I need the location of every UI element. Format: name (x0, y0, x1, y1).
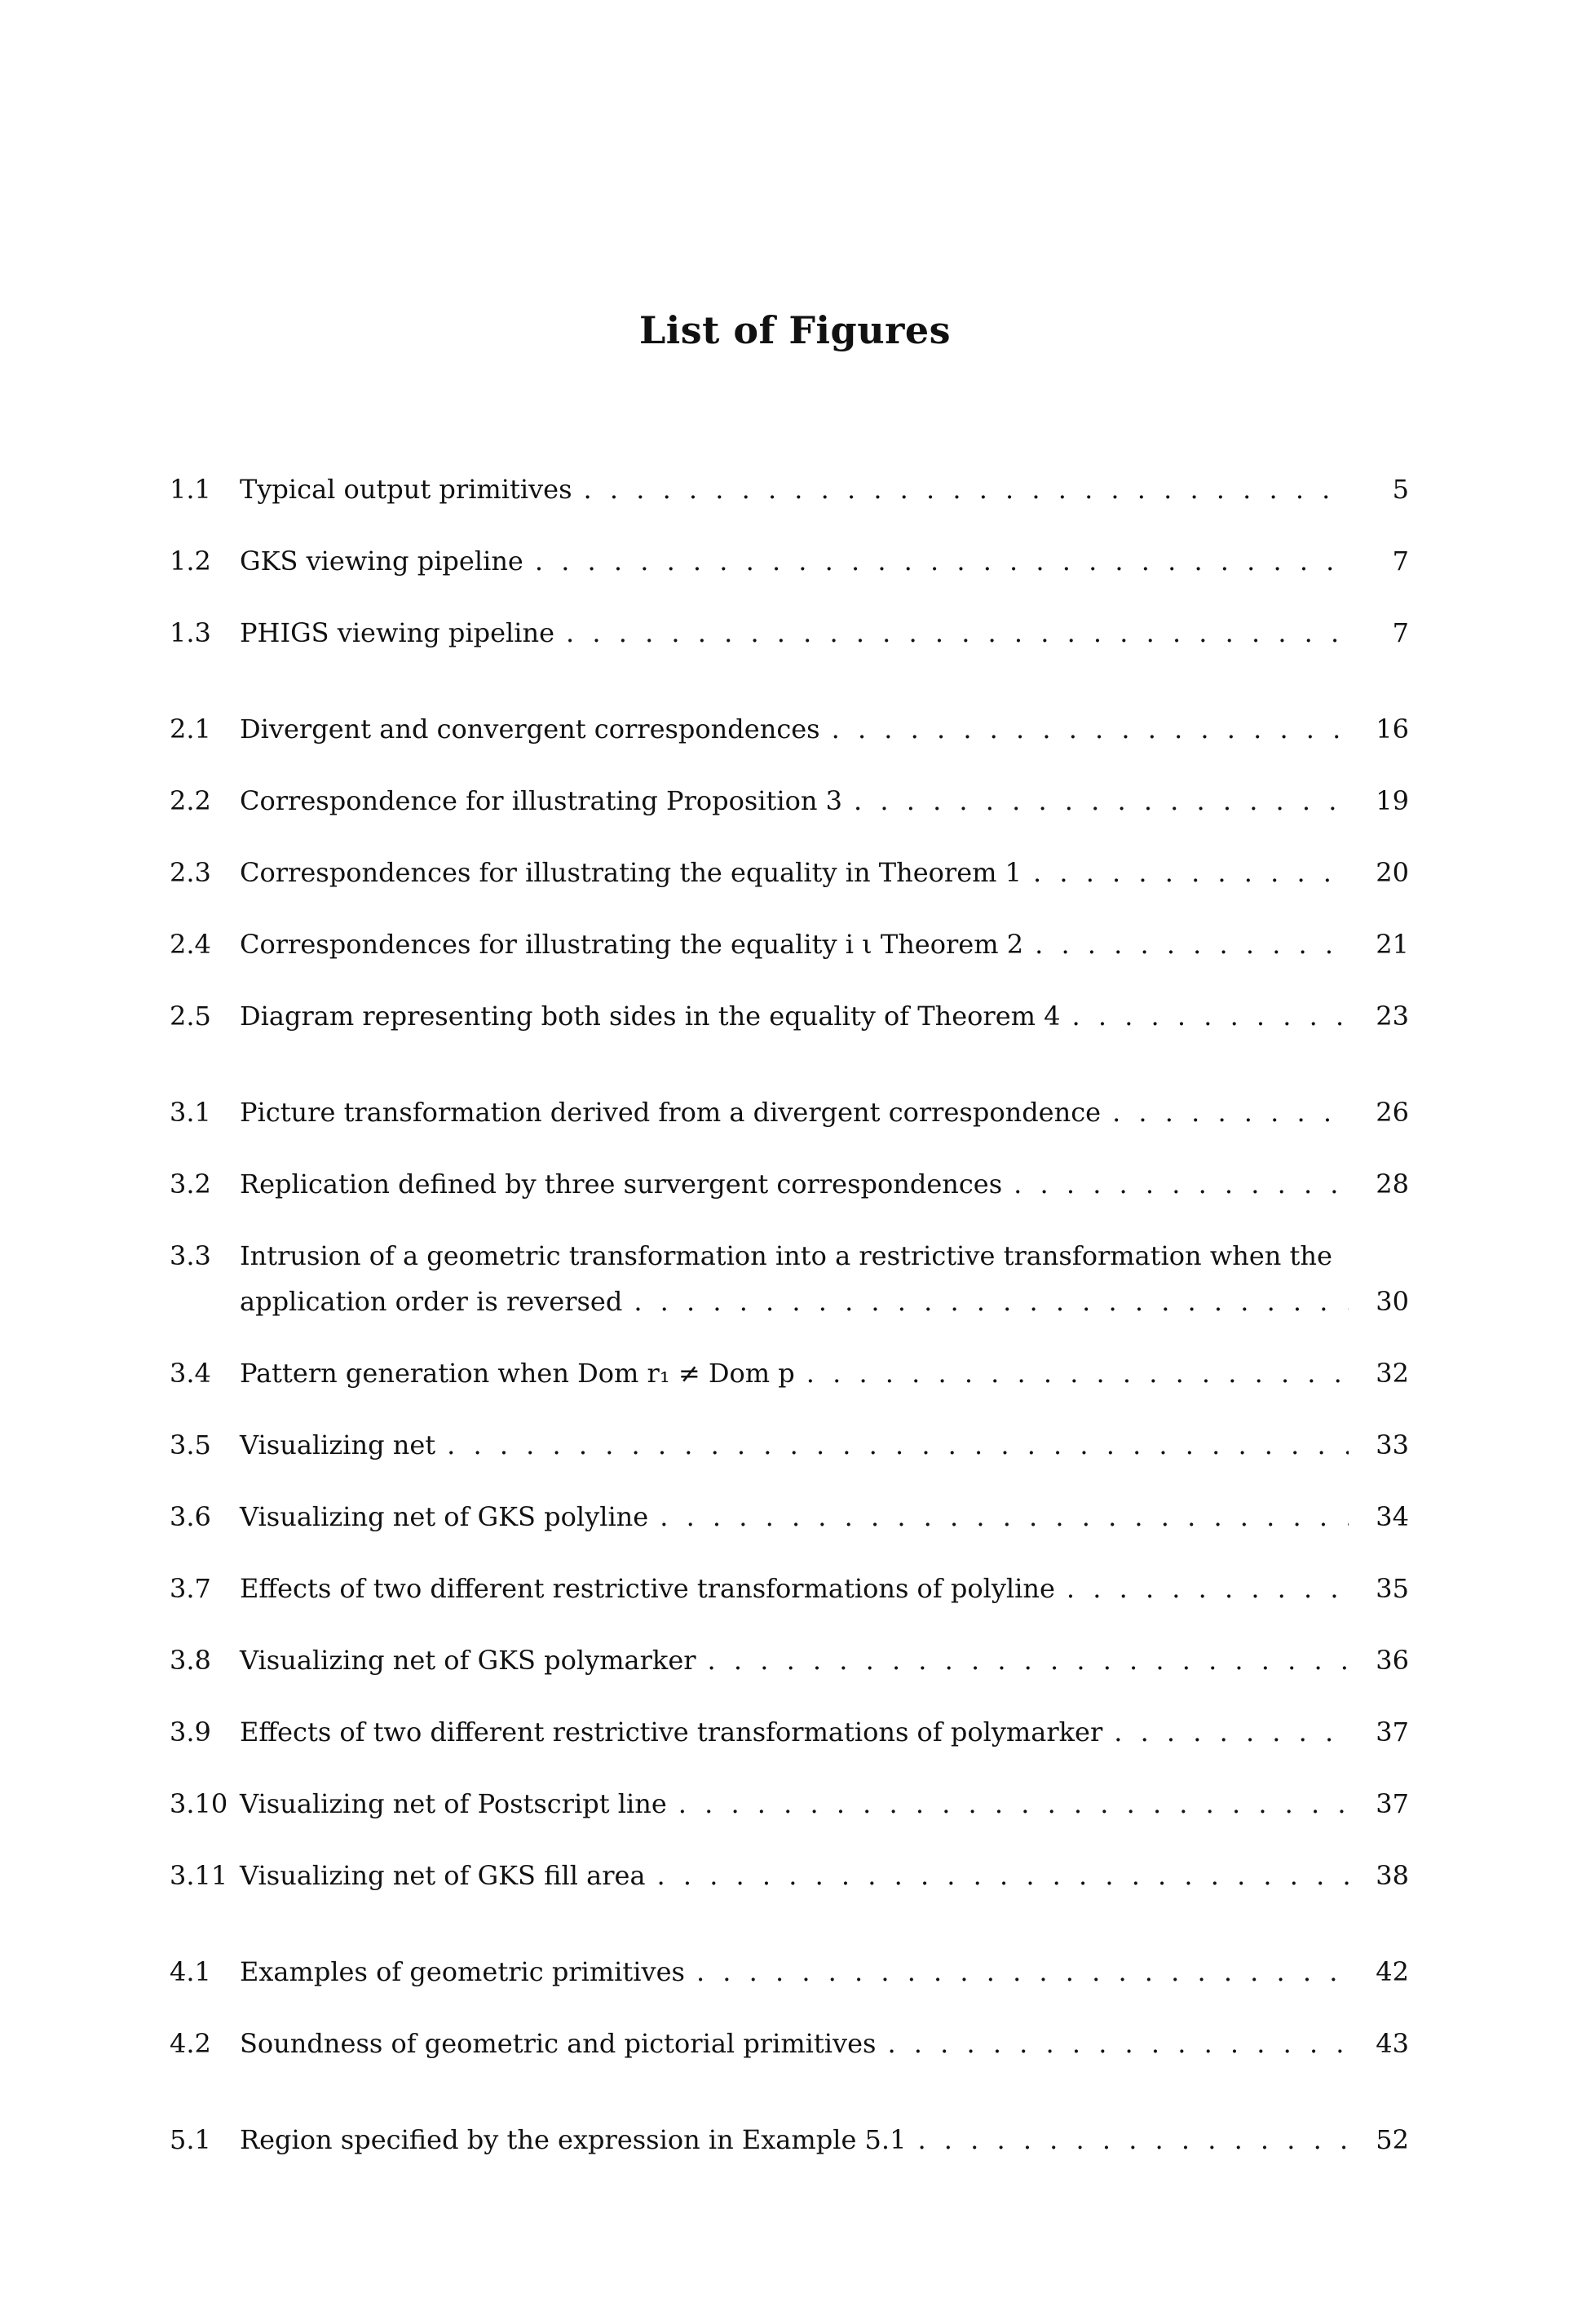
list-item[interactable] (170, 1429, 1409, 1461)
page-number: 23 (1376, 1001, 1409, 1032)
list-item[interactable] (170, 1716, 1409, 1748)
dot-leader (832, 713, 1349, 745)
list-item[interactable] (170, 2123, 1409, 2156)
figure-number: 2.3 (170, 857, 211, 888)
figure-number: 1.2 (170, 546, 211, 577)
page-number: 42 (1376, 1956, 1409, 1987)
dot-leader (696, 1955, 1349, 1988)
figure-number: 3.4 (170, 1358, 211, 1389)
dot-leader (887, 2027, 1349, 2060)
figure-number: 2.4 (170, 929, 211, 960)
figure-title: Correspondences for illustrating the equality i ι Theorem 2 (240, 929, 1024, 960)
dot-leader (1014, 1168, 1349, 1200)
figure-title: Visualizing net of GKS polyline (240, 1501, 649, 1532)
dot-leader (917, 2123, 1349, 2156)
figure-title: Effects of two different restrictive transformations of polyline (240, 1573, 1055, 1604)
list-item[interactable] (170, 1859, 1409, 1892)
figure-number: 2.2 (170, 785, 211, 816)
page-number: 32 (1376, 1358, 1409, 1389)
figure-number: 3.10 (170, 1788, 228, 1819)
figure-title: Pattern generation when Dom r₁ ≠ Dom p (240, 1358, 795, 1389)
list-item[interactable] (170, 1955, 1409, 1988)
dot-leader (566, 616, 1349, 649)
dot-leader (708, 1644, 1349, 1677)
list-item[interactable] (170, 856, 1409, 889)
figure-number: 3.2 (170, 1169, 211, 1200)
dot-leader (1112, 1096, 1349, 1129)
figure-title: Effects of two different restrictive transformations of polymarker (240, 1716, 1103, 1747)
page-number: 20 (1376, 857, 1409, 888)
dot-leader (1033, 856, 1349, 889)
figure-number: 2.5 (170, 1001, 211, 1032)
list-item[interactable] (170, 2027, 1409, 2060)
list-item[interactable] (170, 1239, 1409, 1318)
dot-leader (447, 1429, 1349, 1461)
page-number: 21 (1376, 929, 1409, 960)
dot-leader (660, 1500, 1349, 1533)
figure-number: 3.6 (170, 1501, 211, 1532)
figure-title: Replication defined by three survergent correspondences (240, 1169, 1003, 1200)
page-number: 34 (1376, 1501, 1409, 1532)
figure-title: GKS viewing pipeline (240, 546, 523, 577)
dot-leader (657, 1859, 1349, 1892)
figure-title: Examples of geometric primitives (240, 1956, 685, 1987)
page-number: 26 (1376, 1097, 1409, 1128)
figure-title: Visualizing net (240, 1429, 436, 1460)
page-number: 35 (1376, 1573, 1409, 1604)
figure-title: Divergent and convergent correspondences (240, 714, 820, 744)
figure-number: 1.3 (170, 617, 211, 648)
list-item[interactable] (170, 1168, 1409, 1200)
page-number: 37 (1376, 1788, 1409, 1819)
figure-number: 2.1 (170, 714, 211, 744)
figure-title: Visualizing net of Postscript line (240, 1788, 667, 1819)
figure-title: Picture transformation derived from a divergent correspondence (240, 1097, 1102, 1128)
dot-leader (678, 1787, 1349, 1820)
figure-number: 3.9 (170, 1716, 211, 1747)
figure-title: Visualizing net of GKS fill area (240, 1860, 646, 1891)
dot-leader (1067, 1572, 1349, 1605)
dot-leader (1072, 1000, 1349, 1032)
dot-leader (806, 1357, 1349, 1390)
figure-number: 3.11 (170, 1860, 228, 1891)
page-number: 33 (1376, 1429, 1409, 1460)
list-item[interactable] (170, 1787, 1409, 1820)
list-item[interactable] (170, 928, 1409, 961)
dot-leader (1035, 928, 1349, 961)
figure-title: PHIGS viewing pipeline (240, 617, 555, 648)
figure-number: 3.3 (170, 1240, 211, 1271)
figure-number: 3.1 (170, 1097, 211, 1128)
list-item[interactable] (170, 1572, 1409, 1605)
figure-title-line1: Intrusion of a geometric transformation into a restrictive transformation when the (240, 1240, 1332, 1271)
page-number: 19 (1376, 785, 1409, 816)
list-item[interactable] (170, 473, 1409, 506)
page-number: 43 (1376, 2028, 1409, 2059)
page-number: 7 (1392, 617, 1409, 648)
page-number: 37 (1376, 1716, 1409, 1747)
page-number: 52 (1376, 2124, 1409, 2155)
figure-title: Correspondences for illustrating the equality in Theorem 1 (240, 857, 1022, 888)
figure-number: 3.5 (170, 1429, 211, 1460)
figure-list (170, 473, 1409, 2156)
dot-leader (535, 545, 1349, 577)
figure-title: application order is reversed (240, 1286, 623, 1317)
list-item[interactable] (170, 713, 1409, 745)
figure-title: Typical output primitives (240, 474, 572, 505)
list-item[interactable] (170, 616, 1409, 649)
page-number: 30 (1376, 1286, 1409, 1317)
list-item[interactable] (170, 1357, 1409, 1390)
figure-title: Region specified by the expression in Example 5.1 (240, 2124, 907, 2155)
figure-number: 4.2 (170, 2028, 211, 2059)
page-number: 16 (1376, 714, 1409, 744)
dot-leader (854, 784, 1349, 817)
page-number: 36 (1376, 1645, 1409, 1676)
figure-number: 1.1 (170, 474, 211, 505)
figure-title: Visualizing net of GKS polymarker (240, 1645, 696, 1676)
figure-title: Correspondence for illustrating Proposition 3 (240, 785, 843, 816)
list-item[interactable] (170, 784, 1409, 817)
figure-number: 4.1 (170, 1956, 211, 1987)
figure-number: 3.8 (170, 1645, 211, 1676)
list-item[interactable] (170, 1644, 1409, 1677)
page-number: 38 (1376, 1860, 1409, 1891)
figure-number: 3.7 (170, 1573, 211, 1604)
list-item[interactable] (170, 1500, 1409, 1533)
page-number: 7 (1392, 546, 1409, 577)
dot-leader (634, 1285, 1349, 1318)
page-number: 5 (1392, 474, 1409, 505)
dot-leader (1114, 1716, 1349, 1748)
figure-title: Soundness of geometric and pictorial primitives (240, 2028, 877, 2059)
dot-leader (584, 473, 1349, 506)
page-title: List of Figures (638, 308, 952, 352)
page-number: 28 (1376, 1169, 1409, 1200)
figure-title: Diagram representing both sides in the equality of Theorem 4 (240, 1001, 1061, 1032)
figure-number: 5.1 (170, 2124, 211, 2155)
list-item[interactable] (170, 545, 1409, 577)
list-item[interactable] (170, 1000, 1409, 1032)
list-item[interactable] (170, 1096, 1409, 1129)
